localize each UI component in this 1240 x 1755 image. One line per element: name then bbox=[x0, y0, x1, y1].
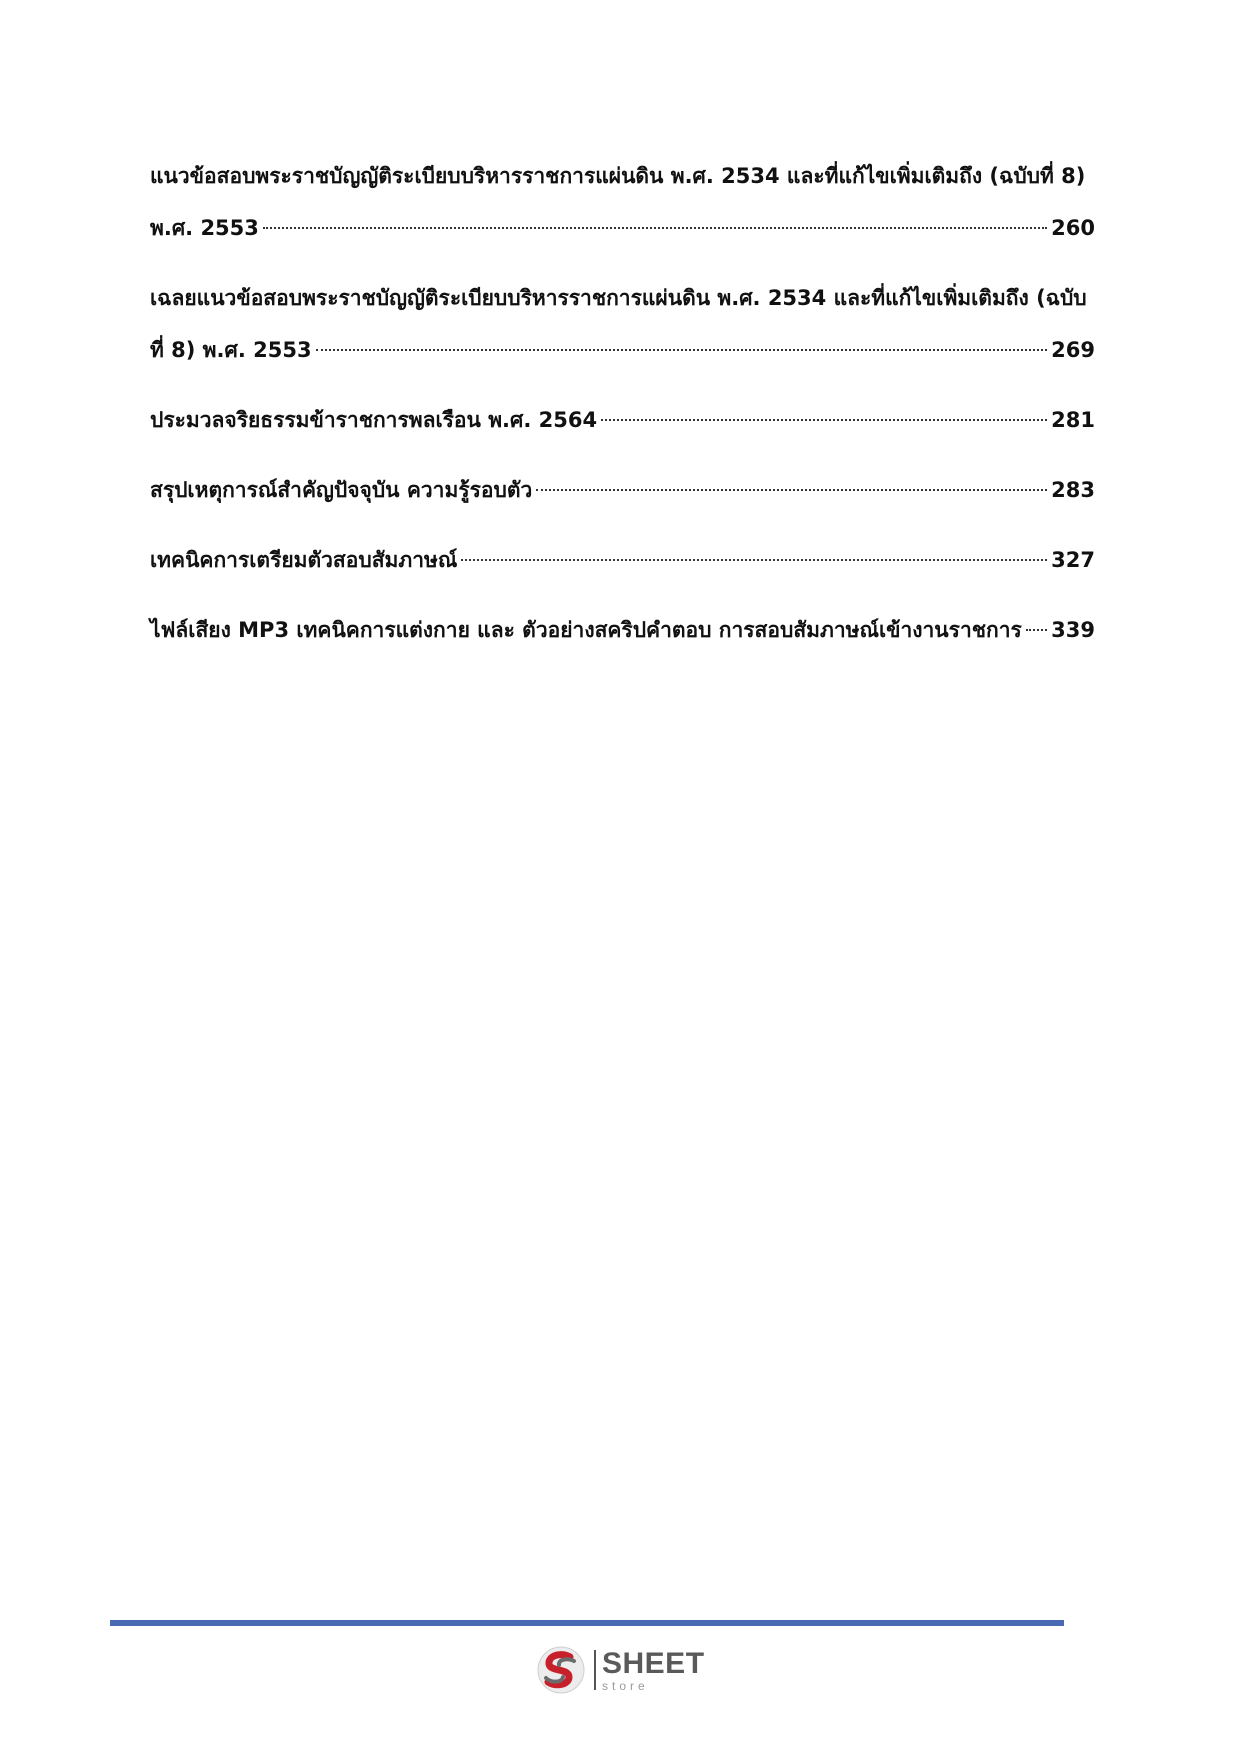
toc-entry-title: สรุปเหตุการณ์สำคัญปัจจุบัน ความรู้รอบตัว bbox=[150, 478, 533, 502]
toc-entry-title-line1: เฉลยแนวข้อสอบพระราชบัญญัติระเบียบบริหารราชการแผ่นดิน พ.ศ. 2534 และที่แก้ไขเพิ่มเติมถึง (ฉบับ bbox=[150, 286, 1087, 310]
sheet-store-s-logo-icon bbox=[536, 1645, 586, 1695]
dot-leader bbox=[263, 227, 1047, 229]
logo-word: SHEET bbox=[602, 1646, 705, 1680]
toc-page-number: 339 bbox=[1051, 618, 1095, 642]
toc-entry[interactable] bbox=[150, 604, 1095, 656]
toc-entry-title: ประมวลจริยธรรมข้าราชการพลเรือน พ.ศ. 2564 bbox=[150, 408, 598, 432]
sheet-store-logo bbox=[536, 1643, 716, 1697]
toc-entry-title-line2: ที่ 8) พ.ศ. 2553 bbox=[150, 338, 312, 362]
toc-entry[interactable] bbox=[150, 272, 1095, 376]
dot-leader bbox=[601, 419, 1047, 421]
toc-page-number: 269 bbox=[1051, 338, 1095, 362]
logo-text bbox=[602, 1646, 705, 1693]
toc-entry[interactable] bbox=[150, 534, 1095, 586]
toc-entry-title: เทคนิคการเตรียมตัวสอบสัมภาษณ์ bbox=[150, 548, 458, 572]
dot-leader bbox=[536, 489, 1047, 491]
toc-entry[interactable] bbox=[150, 150, 1095, 254]
toc-entry[interactable] bbox=[150, 464, 1095, 516]
footer-rule bbox=[110, 1620, 1064, 1626]
toc-page-number: 260 bbox=[1051, 216, 1095, 240]
toc-page-number: 327 bbox=[1051, 548, 1095, 572]
dot-leader bbox=[1026, 629, 1047, 631]
dot-leader bbox=[316, 349, 1048, 351]
toc-entry-title-line1: แนวข้อสอบพระราชบัญญัติระเบียบบริหารราชการแผ่นดิน พ.ศ. 2534 และที่แก้ไขเพิ่มเติมถึง (ฉบับที่ 8) bbox=[150, 164, 1086, 188]
toc-entry-title: ไฟล์เสียง MP3 เทคนิคการแต่งกาย และ ตัวอย่างสคริปคำตอบ การสอบสัมภาษณ์เข้างานราชการ bbox=[150, 618, 1022, 642]
table-of-contents bbox=[150, 150, 1095, 674]
toc-entry[interactable] bbox=[150, 394, 1095, 446]
logo-divider bbox=[594, 1650, 596, 1690]
toc-page-number: 283 bbox=[1051, 478, 1095, 502]
logo-subtitle: store bbox=[602, 1678, 649, 1693]
toc-page-number: 281 bbox=[1051, 408, 1095, 432]
dot-leader bbox=[461, 559, 1047, 561]
toc-entry-title-line2: พ.ศ. 2553 bbox=[150, 216, 259, 240]
